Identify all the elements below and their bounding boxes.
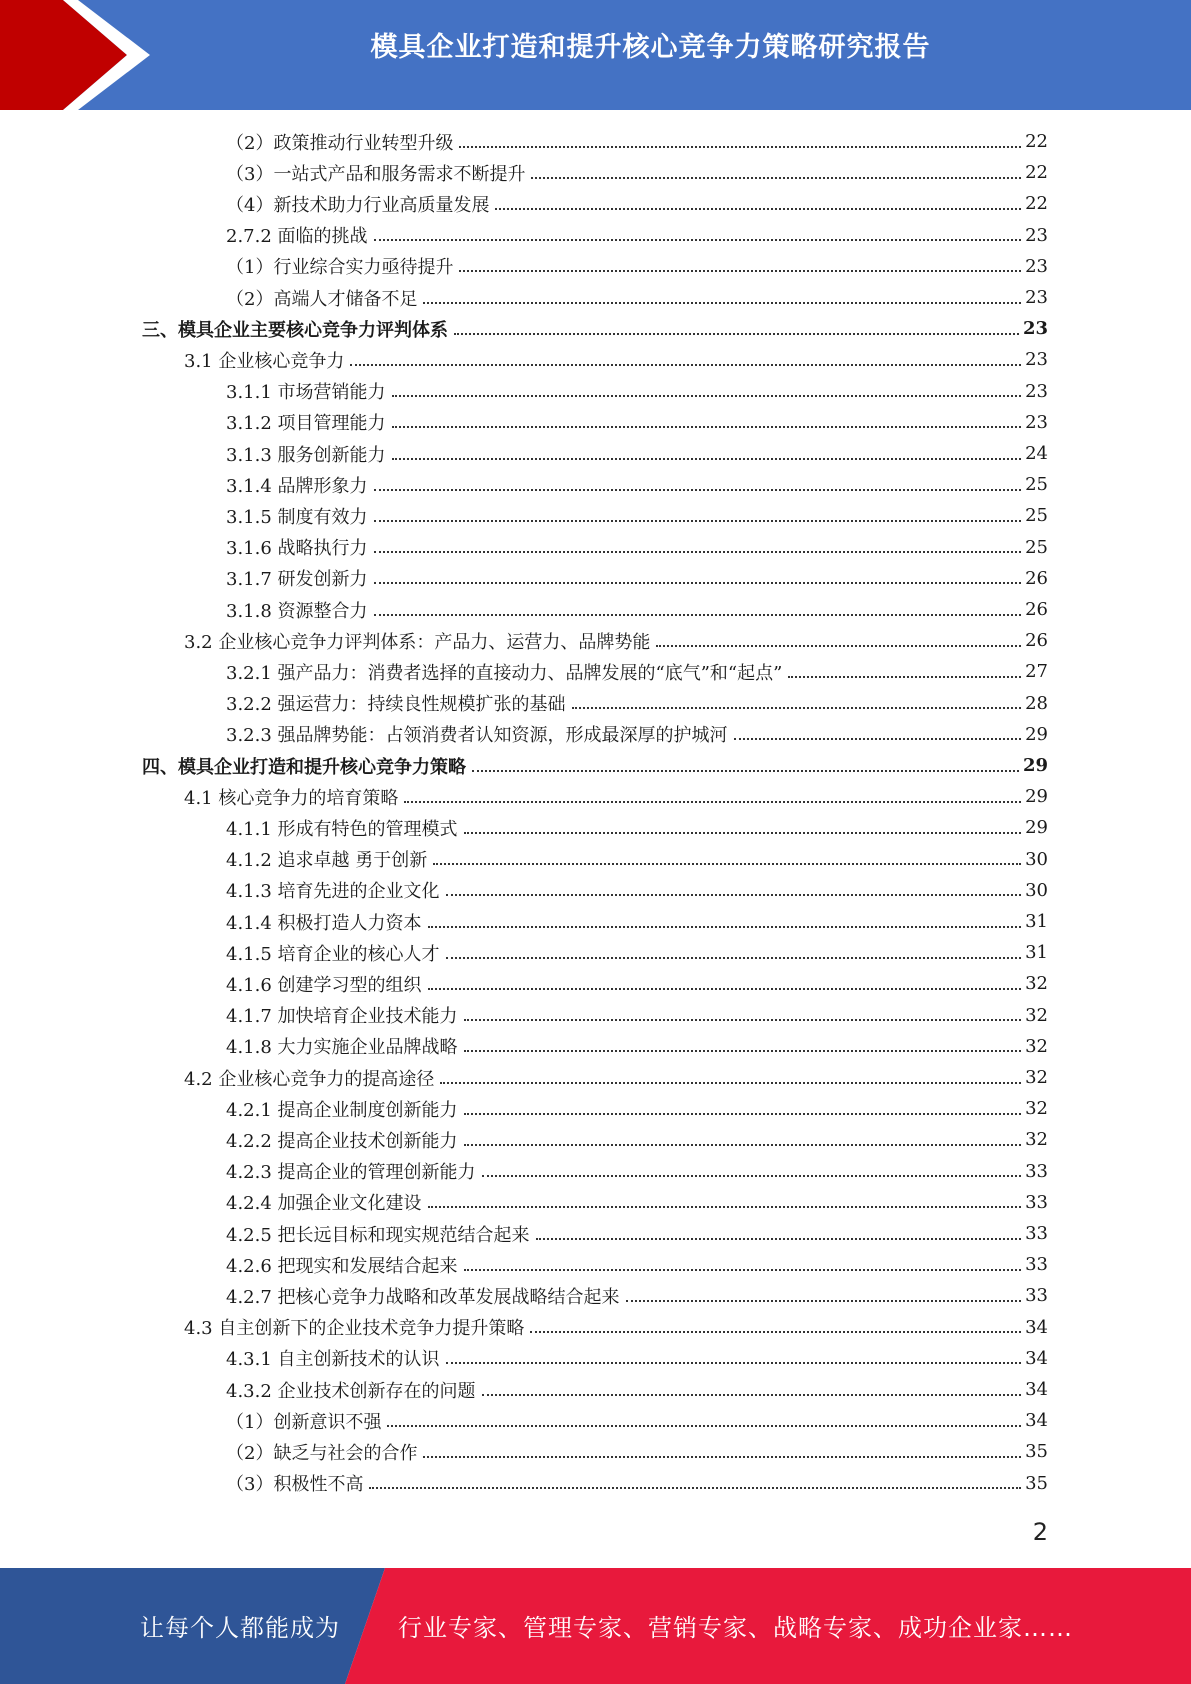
toc-dot-leader [530,1331,1021,1333]
toc-entry-label: 4.2.1 提高企业制度创新能力 [226,1099,458,1121]
toc-entry[interactable] [226,1468,1048,1499]
toc-dot-leader [788,676,1021,678]
toc-dot-leader [392,458,1022,460]
toc-entry-page: 23 [1025,349,1048,371]
toc-entry-page: 35 [1025,1472,1048,1494]
toc-entry[interactable] [226,1031,1048,1062]
toc-entry-label: 三、模具企业主要核心竞争力评判体系 [142,319,448,341]
toc-entry[interactable] [226,157,1048,188]
toc-entry[interactable] [226,282,1048,313]
toc-dot-leader [446,894,1022,896]
toc-entry-page: 34 [1025,1410,1048,1432]
toc-entry-label: 3.1 企业核心竞争力 [184,350,345,372]
toc-entry-page: 30 [1025,879,1048,901]
toc-entry-label: 3.1.6 战略执行力 [226,538,368,560]
toc-dot-leader [428,1206,1022,1208]
toc-entry[interactable] [226,937,1048,968]
toc-entry[interactable] [226,594,1048,625]
toc-entry[interactable] [226,1436,1048,1467]
toc-entry-page: 33 [1025,1285,1048,1307]
toc-entry-page: 29 [1025,817,1048,839]
toc-dot-leader [404,801,1021,803]
toc-entry-label: （3）一站式产品和服务需求不断提升 [226,163,526,185]
toc-dot-leader [482,1394,1022,1396]
toc-entry-label: 4.2.4 加强企业文化建设 [226,1193,422,1215]
toc-entry-page: 22 [1025,193,1048,215]
toc-entry-page: 22 [1025,162,1048,184]
toc-entry-label: 4.2.2 提高企业技术创新能力 [226,1130,458,1152]
header-bar [0,0,1191,110]
toc-entry-label: 4.2.5 把长远目标和现实规范结合起来 [226,1224,530,1246]
toc-entry-page: 29 [1025,723,1048,745]
toc-entry-label: 3.2.3 强品牌势能：占领消费者认知资源，形成最深厚的护城河 [226,725,728,747]
page-number: 2 [1032,1518,1048,1546]
toc-entry[interactable] [226,906,1048,937]
toc-dot-leader [454,333,1019,335]
toc-entry[interactable] [226,500,1048,531]
toc-entry[interactable] [226,688,1048,719]
toc-entry[interactable] [184,781,1048,812]
toc-entry[interactable] [226,407,1048,438]
toc-entry[interactable] [226,563,1048,594]
toc-entry-label: 3.1.5 制度有效力 [226,506,368,528]
toc-entry[interactable] [226,1374,1048,1405]
toc-entry[interactable] [184,625,1048,656]
toc-entry-page: 23 [1025,380,1048,402]
toc-entry-page: 26 [1025,567,1048,589]
toc-dot-leader [374,582,1022,584]
toc-entry-label: 4.2.3 提高企业的管理创新能力 [226,1162,476,1184]
toc-entry-label: 4.2.6 把现实和发展结合起来 [226,1255,458,1277]
toc-entry-label: 3.1.7 研发创新力 [226,569,368,591]
toc-entry[interactable] [226,1187,1048,1218]
toc-entry-page: 32 [1025,1129,1048,1151]
toc-entry[interactable] [226,719,1048,750]
toc-dot-leader [392,395,1022,397]
toc-dot-leader [428,988,1022,990]
toc-entry-page: 26 [1025,630,1048,652]
toc-entry-label: 3.1.4 品牌形象力 [226,475,368,497]
toc-entry[interactable] [142,313,1048,344]
toc-dot-leader [482,1175,1022,1177]
toc-dot-leader [536,1238,1022,1240]
toc-entry[interactable] [142,750,1048,781]
toc-entry-label: 4.1 核心竞争力的培育策略 [184,787,399,809]
toc-entry[interactable] [226,844,1048,875]
toc-entry[interactable] [226,1093,1048,1124]
toc-dot-leader [374,551,1022,553]
toc-entry[interactable] [226,1156,1048,1187]
toc-entry-label: 4.1.1 形成有特色的管理模式 [226,818,458,840]
toc-entry-page: 23 [1025,224,1048,246]
toc-dot-leader [428,926,1022,928]
toc-dot-leader [531,177,1021,179]
toc-entry[interactable] [226,1249,1048,1280]
toc-entry[interactable] [226,188,1048,219]
toc-dot-leader [626,1300,1022,1302]
toc-dot-leader [374,239,1022,241]
toc-entry-label: （1）行业综合实力亟待提升 [226,257,454,279]
toc-entry-page: 35 [1025,1441,1048,1463]
toc-entry-label: 4.1.6 创建学习型的组织 [226,974,422,996]
toc-entry[interactable] [226,251,1048,282]
toc-entry-page: 30 [1025,848,1048,870]
toc-entry-label: 4.3.1 自主创新技术的认识 [226,1349,440,1371]
toc-entry-label: 3.1.3 服务创新能力 [226,444,386,466]
toc-entry[interactable] [226,875,1048,906]
toc-entry-page: 29 [1022,755,1048,776]
toc-dot-leader [464,1269,1022,1271]
toc-dot-leader [464,1050,1022,1052]
toc-entry[interactable] [226,532,1048,563]
toc-dot-leader [387,1425,1021,1427]
toc-entry-label: 4.2 企业核心竞争力的提高途径 [184,1068,435,1090]
toc-entry-page: 22 [1025,131,1048,152]
toc-dot-leader [459,270,1021,272]
toc-entry-label: 3.1.1 市场营销能力 [226,382,386,404]
toc-dot-leader [459,146,1021,148]
toc-entry-label: 3.2.1 强产品力：消费者选择的直接动力、品牌发展的“底气”和“起点” [226,662,783,684]
toc-dot-leader [446,957,1022,959]
toc-dot-leader [433,863,1021,865]
toc-entry-label: 4.3.2 企业技术创新存在的问题 [226,1380,476,1402]
toc-entry-label: （2）高端人才储备不足 [226,288,418,310]
toc-dot-leader [440,1082,1021,1084]
toc-entry-label: （3）积极性不高 [226,1474,364,1496]
toc-entry[interactable] [226,376,1048,407]
footer-slogan-right: 行业专家、管理专家、营销专家、战略专家、成功企业家…… [398,1614,1073,1642]
toc-dot-leader [374,614,1022,616]
toc-entry-label: 4.1.8 大力实施企业品牌战略 [226,1037,458,1059]
toc-entry-page: 33 [1025,1160,1048,1182]
toc-entry-label: 2.7.2 面临的挑战 [226,226,368,248]
toc-dot-leader [464,1144,1022,1146]
toc-entry-page: 23 [1025,411,1048,433]
toc-entry[interactable] [226,1280,1048,1311]
toc-dot-leader [464,1113,1022,1115]
toc-entry-page: 25 [1025,536,1048,558]
toc-entry[interactable] [226,220,1048,251]
toc-entry-page: 29 [1025,786,1048,808]
toc-entry-page: 23 [1025,287,1048,308]
toc-entry[interactable] [226,469,1048,500]
toc-entry[interactable] [226,1343,1048,1374]
toc-entry-label: 4.1.7 加快培育企业技术能力 [226,1006,458,1028]
toc-entry-page: 32 [1025,1004,1048,1026]
toc-entry-label: （2）政策推动行业转型升级 [226,132,454,154]
toc-dot-leader [446,1362,1022,1364]
toc-entry-page: 26 [1025,599,1048,620]
toc-entry[interactable] [226,812,1048,843]
toc-dot-leader [350,364,1021,366]
toc-entry-page: 34 [1025,1316,1048,1338]
toc-entry-page: 33 [1025,1191,1048,1213]
toc-dot-leader [656,645,1021,647]
toc-entry[interactable] [226,1124,1048,1155]
footer-banner [0,1568,1191,1684]
toc-entry-label: 4.1.3 培育先进的企业文化 [226,881,440,903]
toc-entry[interactable] [226,1218,1048,1249]
toc-entry-label: 4.3 自主创新下的企业技术竞争力提升策略 [184,1318,525,1340]
toc-dot-leader [369,1487,1021,1489]
toc-entry[interactable] [184,1312,1048,1343]
toc-entry-page: 25 [1025,474,1048,496]
toc-entry[interactable] [184,1062,1048,1093]
toc-entry-page: 33 [1025,1254,1048,1276]
toc-entry[interactable] [226,656,1048,687]
toc-dot-leader [423,302,1021,304]
toc-entry-page: 25 [1025,505,1048,527]
toc-entry-page: 27 [1025,661,1048,683]
toc-entry-label: 4.1.5 培育企业的核心人才 [226,943,440,965]
toc-entry-page: 32 [1025,1035,1048,1057]
toc-dot-leader [472,770,1019,772]
toc-entry-label: 3.2 企业核心竞争力评判体系：产品力、运营力、品牌势能 [184,631,651,653]
toc-entry[interactable] [226,126,1048,157]
toc-entry-label: 四、模具企业打造和提升核心竞争力策略 [142,756,466,778]
toc-entry-page: 28 [1025,692,1048,714]
toc-entry[interactable] [226,438,1048,469]
toc-dot-leader [423,1456,1021,1458]
toc-dot-leader [464,1019,1022,1021]
toc-entry-label: 3.2.2 强运营力：持续良性规模扩张的基础 [226,694,566,716]
toc-entry[interactable] [184,344,1048,375]
toc-entry-page: 32 [1025,1098,1048,1120]
toc-entry-label: （1）创新意识不强 [226,1411,382,1433]
toc-entry-page: 23 [1022,318,1048,340]
toc-entry-page: 34 [1025,1379,1048,1400]
toc-dot-leader [495,208,1021,210]
toc-entry-page: 33 [1025,1223,1048,1244]
document-title: 模具企业打造和提升核心竞争力策略研究报告 [370,32,931,63]
toc-entry-label: 4.2.7 把核心竞争力战略和改革发展战略结合起来 [226,1286,620,1308]
toc-entry-page: 31 [1025,942,1048,964]
toc-entry[interactable] [226,1405,1048,1436]
toc-entry-page: 31 [1025,911,1048,932]
toc-dot-leader [374,520,1022,522]
toc-entry-label: （2）缺乏与社会的合作 [226,1442,418,1464]
toc-dot-leader [464,832,1022,834]
toc-dot-leader [392,426,1022,428]
toc-dot-leader [374,489,1022,491]
toc-dot-leader [734,738,1022,740]
toc-entry-page: 34 [1025,1347,1048,1369]
toc-entry-label: 3.1.8 资源整合力 [226,600,368,622]
toc-entry-label: （4）新技术助力行业高质量发展 [226,194,490,216]
toc-entry[interactable] [226,1000,1048,1031]
toc-entry-label: 4.1.2 追求卓越 勇于创新 [226,850,428,872]
toc-entry-page: 23 [1025,255,1048,277]
toc-entry[interactable] [226,968,1048,999]
footer-slogan-left: 让每个人都能成为 [140,1614,340,1642]
toc-entry-page: 24 [1025,443,1048,464]
toc-entry-label: 3.1.2 项目管理能力 [226,413,386,435]
toc-entry-page: 32 [1025,973,1048,995]
toc-entry-page: 32 [1025,1067,1048,1088]
toc-dot-leader [572,707,1022,709]
toc-entry-label: 4.1.4 积极打造人力资本 [226,912,422,934]
